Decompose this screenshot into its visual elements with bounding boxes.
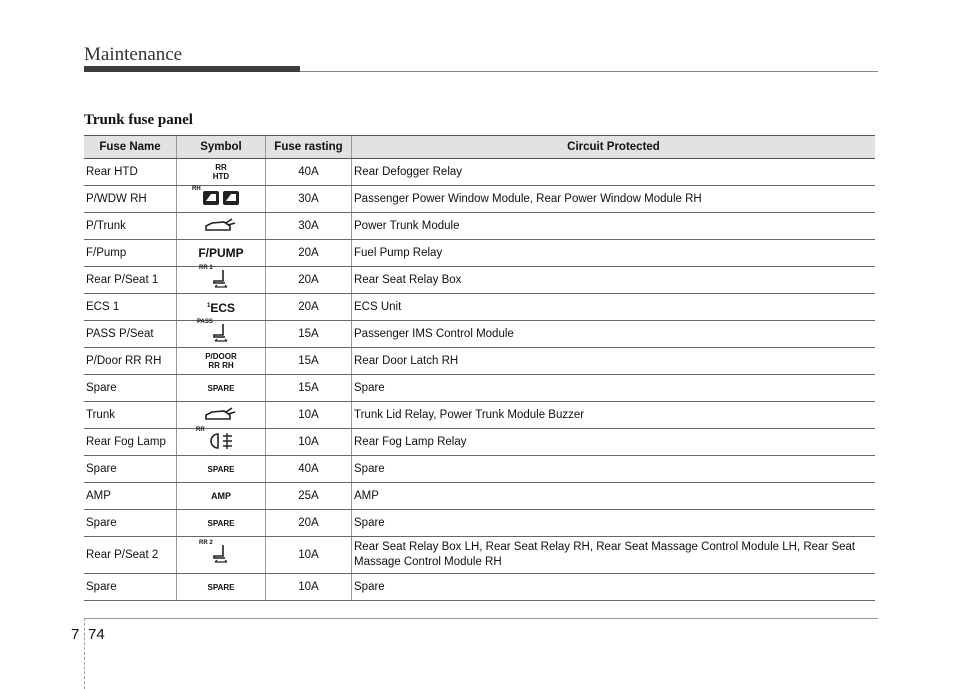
header-fuse-name: Fuse Name	[84, 136, 177, 159]
symbol-cell	[177, 318, 266, 348]
circuit-protected: Rear Defogger Relay	[352, 159, 876, 186]
fuse-rating: 10A	[266, 537, 352, 574]
power-window-icon	[192, 185, 240, 209]
symbol-label: RR	[196, 426, 205, 433]
page-number: 74	[88, 626, 105, 643]
fuse-rating: 15A	[266, 321, 352, 348]
fuse-name: Rear P/Seat 2	[84, 537, 177, 574]
table-row	[84, 240, 875, 267]
fuse-name: P/Door RR RH	[84, 348, 177, 375]
symbol-cell	[177, 159, 266, 186]
circuit-protected: Spare	[352, 574, 876, 601]
circuit-protected: Fuel Pump Relay	[352, 240, 876, 267]
table-row	[84, 348, 875, 375]
table-row	[84, 159, 875, 186]
amp-symbol: AMP	[211, 491, 231, 501]
header-symbol: Symbol	[177, 136, 266, 159]
symbol-label: RH	[192, 185, 201, 192]
header-circuit-protected: Circuit Protected	[352, 136, 876, 159]
fuse-rating: 20A	[266, 510, 352, 537]
fuse-rating: 30A	[266, 186, 352, 213]
symbol-cell	[177, 213, 266, 240]
circuit-protected: Rear Door Latch RH	[352, 348, 876, 375]
fuse-name: Spare	[84, 456, 177, 483]
fuse-rating: 10A	[266, 429, 352, 456]
symbol-label: RR 1	[199, 264, 213, 271]
table-row	[84, 186, 875, 213]
symbol-label: RR 2	[199, 539, 213, 546]
fuse-rating: 40A	[266, 159, 352, 186]
fuse-name: Spare	[84, 574, 177, 601]
fuse-rating: 10A	[266, 402, 352, 429]
fuse-rating: 15A	[266, 348, 352, 375]
fuse-name: Rear Fog Lamp	[84, 429, 177, 456]
fuse-name: P/WDW RH	[84, 186, 177, 213]
table-header-row	[84, 136, 875, 159]
symbol-cell	[177, 348, 266, 375]
circuit-protected: Spare	[352, 375, 876, 402]
circuit-protected: Power Trunk Module	[352, 213, 876, 240]
spare-symbol: SPARE	[207, 465, 235, 474]
power-seat-icon	[199, 539, 231, 567]
symbol-cell	[177, 537, 266, 574]
rear-fog-lamp-icon	[196, 426, 234, 454]
table-row	[84, 510, 875, 537]
fuse-name: Spare	[84, 510, 177, 537]
page-header-title: Maintenance	[84, 44, 183, 65]
table-row	[84, 321, 875, 348]
p-door-label: P/DOOR	[205, 351, 237, 361]
table-row	[84, 267, 875, 294]
symbol-cell	[177, 294, 266, 321]
circuit-protected: Rear Seat Relay Box LH, Rear Seat Relay RH, Rear Seat Massage Control Module LH, Rear Seat Massage Control Module RH	[352, 537, 876, 574]
table-row	[84, 375, 875, 402]
fuse-rating: 20A	[266, 267, 352, 294]
section-title: Trunk fuse panel	[84, 112, 193, 128]
fuse-table	[84, 135, 875, 601]
symbol-cell	[177, 510, 266, 537]
circuit-protected: Passenger IMS Control Module	[352, 321, 876, 348]
rr-rh-label: RR RH	[208, 360, 234, 370]
fuse-rating: 25A	[266, 483, 352, 510]
fuse-rating: 15A	[266, 375, 352, 402]
rear-htd-symbol	[213, 163, 229, 181]
fuse-rating: 40A	[266, 456, 352, 483]
circuit-protected: Rear Seat Relay Box	[352, 267, 876, 294]
table-row	[84, 574, 875, 601]
spare-symbol: SPARE	[207, 519, 235, 528]
footer-divider	[84, 618, 85, 689]
fuse-name: ECS 1	[84, 294, 177, 321]
symbol-cell	[177, 574, 266, 601]
table-row	[84, 213, 875, 240]
power-seat-icon	[197, 318, 231, 346]
table-row	[84, 483, 875, 510]
symbol-cell	[177, 426, 266, 456]
symbol-cell	[177, 240, 266, 267]
rr-label: RR	[215, 162, 227, 172]
symbol-cell	[177, 456, 266, 483]
p-door-symbol	[205, 352, 237, 370]
fuse-rating: 10A	[266, 574, 352, 601]
fuse-name: F/Pump	[84, 240, 177, 267]
chapter-number: 7	[71, 626, 80, 643]
fuse-name: Trunk	[84, 402, 177, 429]
fuse-rating: 30A	[266, 213, 352, 240]
header-bar	[84, 66, 300, 72]
fuse-rating: 20A	[266, 294, 352, 321]
fuse-rating: 20A	[266, 240, 352, 267]
htd-label: HTD	[212, 171, 230, 181]
circuit-protected: Spare	[352, 510, 876, 537]
spare-symbol: SPARE	[207, 384, 235, 393]
circuit-protected: Trunk Lid Relay, Power Trunk Module Buzzer	[352, 402, 876, 429]
circuit-protected: Spare	[352, 456, 876, 483]
symbol-cell	[177, 483, 266, 510]
symbol-label: PASS	[197, 318, 213, 325]
symbol-cell	[177, 186, 266, 213]
table-row	[84, 456, 875, 483]
footer-rule	[84, 618, 878, 619]
header-rule	[300, 71, 878, 72]
fuse-name: Spare	[84, 375, 177, 402]
power-seat-icon	[199, 264, 231, 292]
circuit-protected: AMP	[352, 483, 876, 510]
spare-symbol: SPARE	[207, 583, 235, 592]
table-row	[84, 402, 875, 429]
fuse-name: Rear P/Seat 1	[84, 267, 177, 294]
circuit-protected: Passenger Power Window Module, Rear Power Window Module RH	[352, 186, 876, 213]
table-row	[84, 537, 875, 574]
table-row	[84, 429, 875, 456]
fuse-name: Rear HTD	[84, 159, 177, 186]
fuse-name: AMP	[84, 483, 177, 510]
symbol-cell	[177, 375, 266, 402]
header-fuse-rating: Fuse rasting	[266, 136, 352, 159]
trunk-open-icon	[204, 406, 238, 422]
circuit-protected: Rear Fog Lamp Relay	[352, 429, 876, 456]
fuel-pump-symbol: F/PUMP	[198, 245, 244, 260]
trunk-open-icon	[204, 217, 238, 233]
ecs-symbol: $^1$ECS	[206, 300, 236, 315]
fuse-name: P/Trunk	[84, 213, 177, 240]
symbol-cell	[177, 402, 266, 429]
symbol-cell	[177, 264, 266, 294]
table-row	[84, 294, 875, 321]
fuse-name: PASS P/Seat	[84, 321, 177, 348]
circuit-protected: ECS Unit	[352, 294, 876, 321]
